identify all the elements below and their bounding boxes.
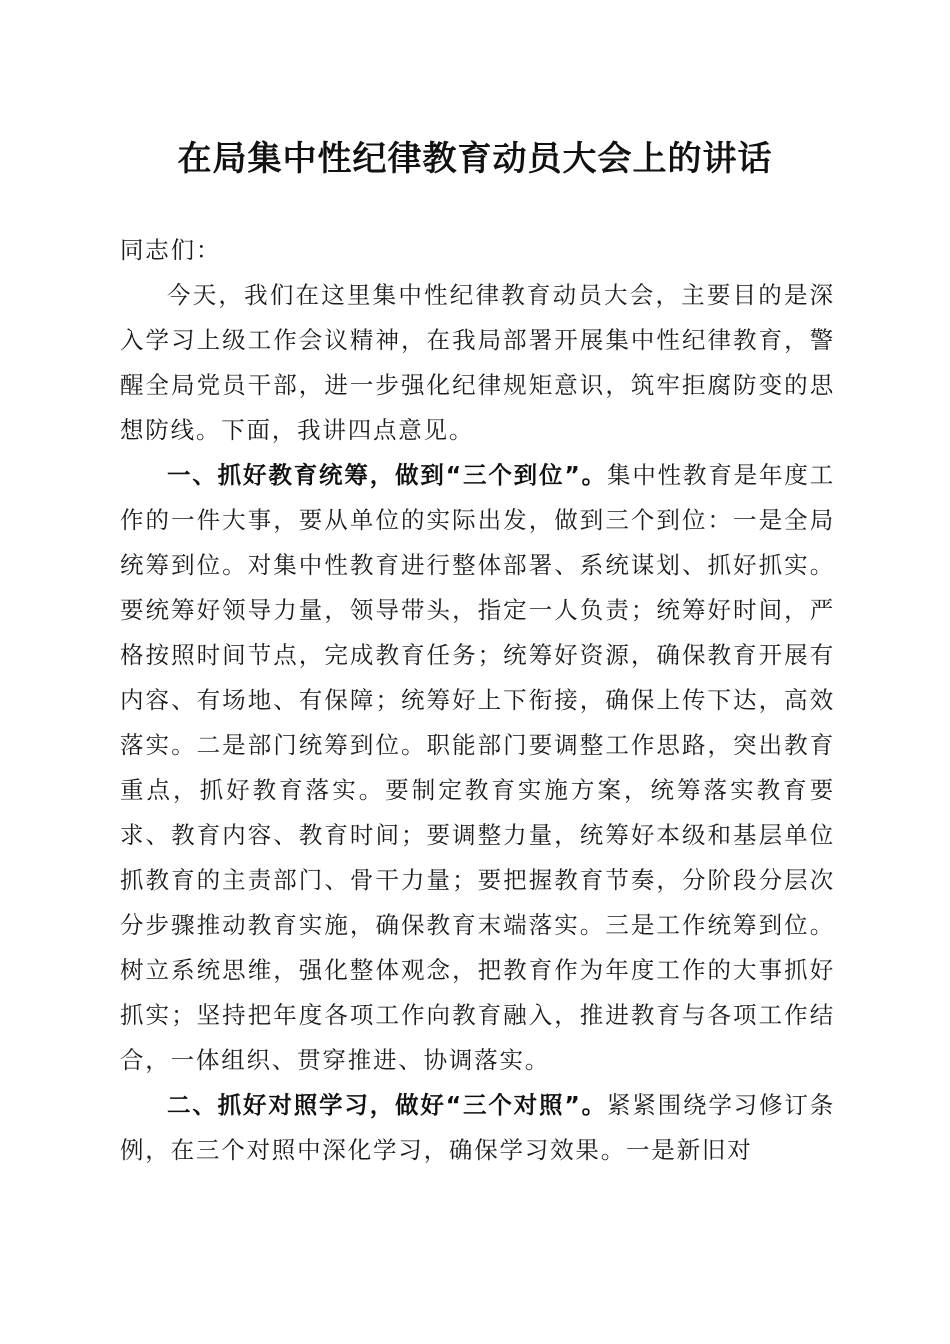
section-1-heading: 一、抓好教育统筹，做到“三个到位”。 bbox=[167, 461, 607, 489]
document-body bbox=[120, 228, 835, 1173]
section-2-heading: 二、抓好对照学习，做好“三个对照”。 bbox=[167, 1091, 607, 1119]
section-2-text: 紧紧围绕学习修订条例，在三个对照中深化学习，确保学习效果。一是新旧对 bbox=[120, 1091, 835, 1164]
section-2-paragraph bbox=[120, 1083, 835, 1173]
document-title: 在局集中性纪律教育动员大会上的讲话 bbox=[177, 139, 773, 179]
intro-paragraph: 今天，我们在这里集中性纪律教育动员大会，主要目的是深入学习上级工作会议精神，在我局部署开展集中性纪律教育，警醒全局党员干部，进一步强化纪律规矩意识，筑牢拒腐防变的思想防线。下面，我讲四点意见。 bbox=[120, 281, 835, 444]
section-1-paragraph bbox=[120, 453, 835, 1083]
section-1-text: 集中性教育是年度工作的一件大事，要从单位的实际出发，做到三个到位：一是全局统筹到位。对集中性教育进行整体部署、系统谋划、抓好抓实。要统筹好领导力量，领导带头，指定一人负责；统筹好时间，严格按照时间节点，完成教育任务；统筹好资源，确保教育开展有内容、有场地、有保障；统筹好上下衔接，确保上传下达，高效落实。二是部门统筹到位。职能部门要调整工作思路，突出教育重点，抓好教育落实。要制定教育实施方案，统筹落实教育要求、教育内容、教育时间；要调整力量，统筹好本级和基层单位抓教育的主责部门、骨干力量；要把握教育节奏，分阶段分层次分步骤推动教育实施，确保教育末端落实。三是工作统筹到位。树立系统思维，强化整体观念，把教育作为年度工作的大事抓好抓实；坚持把年度各项工作向教育融入，推进教育与各项工作结合，一体组织、贯穿推进、协调落实。 bbox=[120, 461, 835, 1074]
salutation: 同志们： bbox=[120, 236, 222, 264]
